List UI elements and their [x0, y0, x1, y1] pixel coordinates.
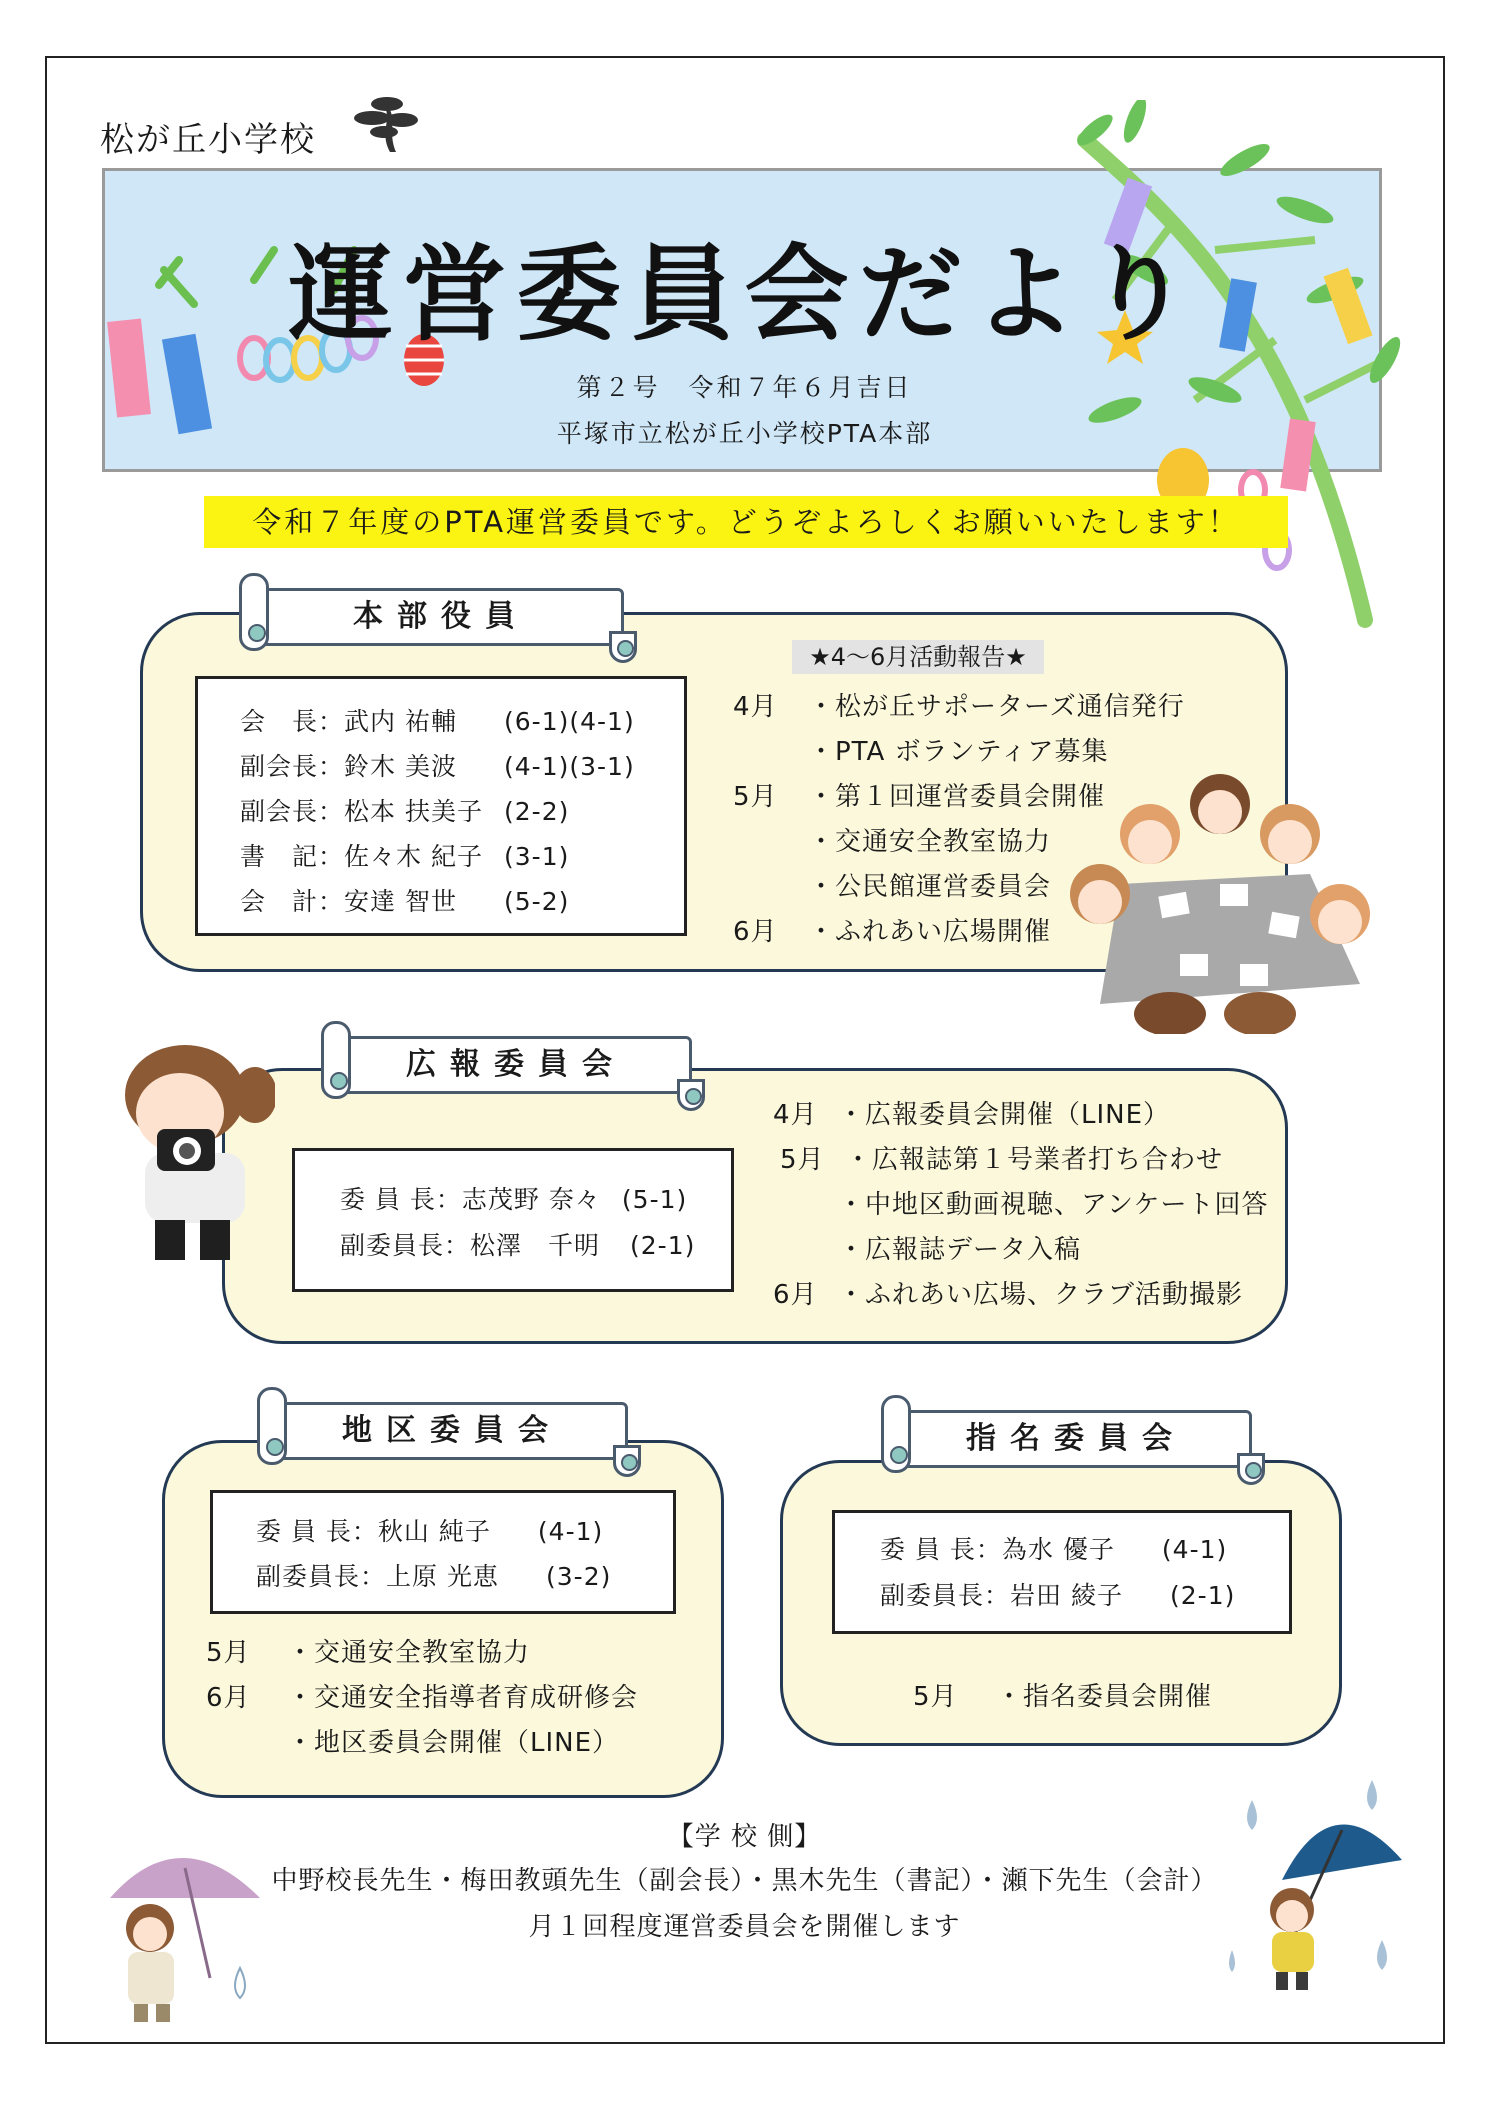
school-name: 松が丘小学校 — [100, 120, 316, 160]
member-row: 副会長：松本 扶美子 (2-2) — [240, 797, 570, 826]
school-side-heading: 【学 校 側】 — [667, 1822, 822, 1852]
member-row: 委 員 長：為水 優子 (4-1) — [880, 1535, 1228, 1564]
issue-date: 第２号 令和７年６月吉日 — [576, 373, 913, 402]
member-row: 書 記：佐々木 紀子 (3-1) — [240, 842, 570, 871]
honbu-heading — [258, 588, 624, 646]
activity-item: ・交通安全教室協力 — [808, 827, 1052, 857]
scroll-curl-icon — [1237, 1453, 1265, 1485]
activity-month: 5月 — [780, 1145, 825, 1175]
activity-item: ・中地区動画視聴、アンケート回答 — [838, 1190, 1269, 1220]
honbu-heading-label: 本部役員 — [353, 599, 529, 634]
activity-item: ・地区委員会開催（LINE） — [287, 1728, 620, 1758]
activity-item: ・広報誌データ入稿 — [838, 1235, 1082, 1265]
pine-tree-icon — [350, 92, 424, 154]
activity-item: ・公民館運営委員会 — [808, 872, 1052, 902]
member-row: 会 計：安達 智世 (5-2) — [240, 887, 570, 916]
member-row: 委 員 長：秋山 純子 (4-1) — [256, 1517, 604, 1546]
school-staff: 中野校長先生・梅田教頭先生（副会長）・黒木先生（書記）・瀬下先生（会計） — [271, 1866, 1218, 1896]
umbrella-girl-illustration — [100, 1828, 270, 2028]
report-title: ★4～6月活動報告★ — [792, 640, 1044, 674]
shimei-heading-label: 指名委員会 — [966, 1421, 1186, 1456]
activity-month: 6月 — [773, 1280, 818, 1310]
member-row: 委 員 長：志茂野 奈々 (5-1) — [340, 1185, 688, 1214]
activity-item: ・松が丘サポーターズ通信発行 — [808, 692, 1185, 722]
activity-month: 5月 — [913, 1682, 958, 1712]
activity-month: 4月 — [773, 1100, 818, 1130]
scroll-curl-icon — [257, 1387, 287, 1465]
chiku-heading-label: 地区委員会 — [342, 1413, 562, 1448]
activity-item: ・交通安全教室協力 — [287, 1638, 531, 1668]
activity-item: ・第１回運営委員会開催 — [808, 782, 1106, 812]
kouhou-heading-label: 広報委員会 — [406, 1047, 626, 1082]
scroll-curl-icon — [609, 631, 637, 663]
activity-month: 5月 — [733, 782, 778, 812]
member-row: 会 長：武内 祐輔 (6-1)(4-1) — [240, 707, 635, 736]
greeting-banner: 令和７年度のPTA運営委員です。どうぞよろしくお願いいたします！ — [204, 496, 1288, 548]
kouhou-member-box — [292, 1148, 734, 1292]
activity-item: ・PTA ボランティア募集 — [808, 737, 1109, 767]
activity-item: ・ふれあい広場、クラブ活動撮影 — [838, 1280, 1244, 1310]
member-row: 副委員長：上原 光恵 (3-2) — [256, 1562, 612, 1591]
activity-month: 6月 — [733, 917, 778, 947]
scroll-curl-icon — [321, 1021, 351, 1099]
activity-item: ・ふれあい広場開催 — [808, 917, 1052, 947]
umbrella-boy-illustration — [1222, 1780, 1412, 2000]
page-title: 運営委員会だより — [288, 233, 1201, 355]
activity-item: ・広報誌第１号業者打ち合わせ — [845, 1145, 1224, 1175]
kouhou-heading — [340, 1036, 692, 1094]
meeting-illustration — [1060, 764, 1390, 1034]
activity-item: ・広報委員会開催（LINE） — [838, 1100, 1171, 1130]
issuer: 平塚市立松が丘小学校PTA本部 — [556, 419, 933, 448]
member-row: 副委員長：岩田 綾子 (2-1) — [880, 1581, 1236, 1610]
chiku-heading — [276, 1402, 628, 1460]
scroll-curl-icon — [677, 1079, 705, 1111]
member-row: 副会長：鈴木 美波 (4-1)(3-1) — [240, 752, 635, 781]
shimei-member-box — [832, 1510, 1292, 1634]
activity-month: 4月 — [733, 692, 778, 722]
activity-month: 5月 — [206, 1638, 251, 1668]
activity-item: ・指名委員会開催 — [996, 1682, 1213, 1712]
school-note: 月１回程度運営委員会を開催します — [528, 1912, 961, 1942]
photographer-illustration — [105, 1035, 275, 1275]
shimei-heading — [900, 1410, 1252, 1468]
scroll-curl-icon — [613, 1445, 641, 1477]
scroll-curl-icon — [239, 573, 269, 651]
scroll-curl-icon — [881, 1395, 911, 1473]
chiku-member-box — [210, 1490, 676, 1614]
member-row: 副委員長：松澤 千明 (2-1) — [340, 1231, 696, 1260]
activity-item: ・交通安全指導者育成研修会 — [287, 1683, 639, 1713]
activity-month: 6月 — [206, 1683, 251, 1713]
